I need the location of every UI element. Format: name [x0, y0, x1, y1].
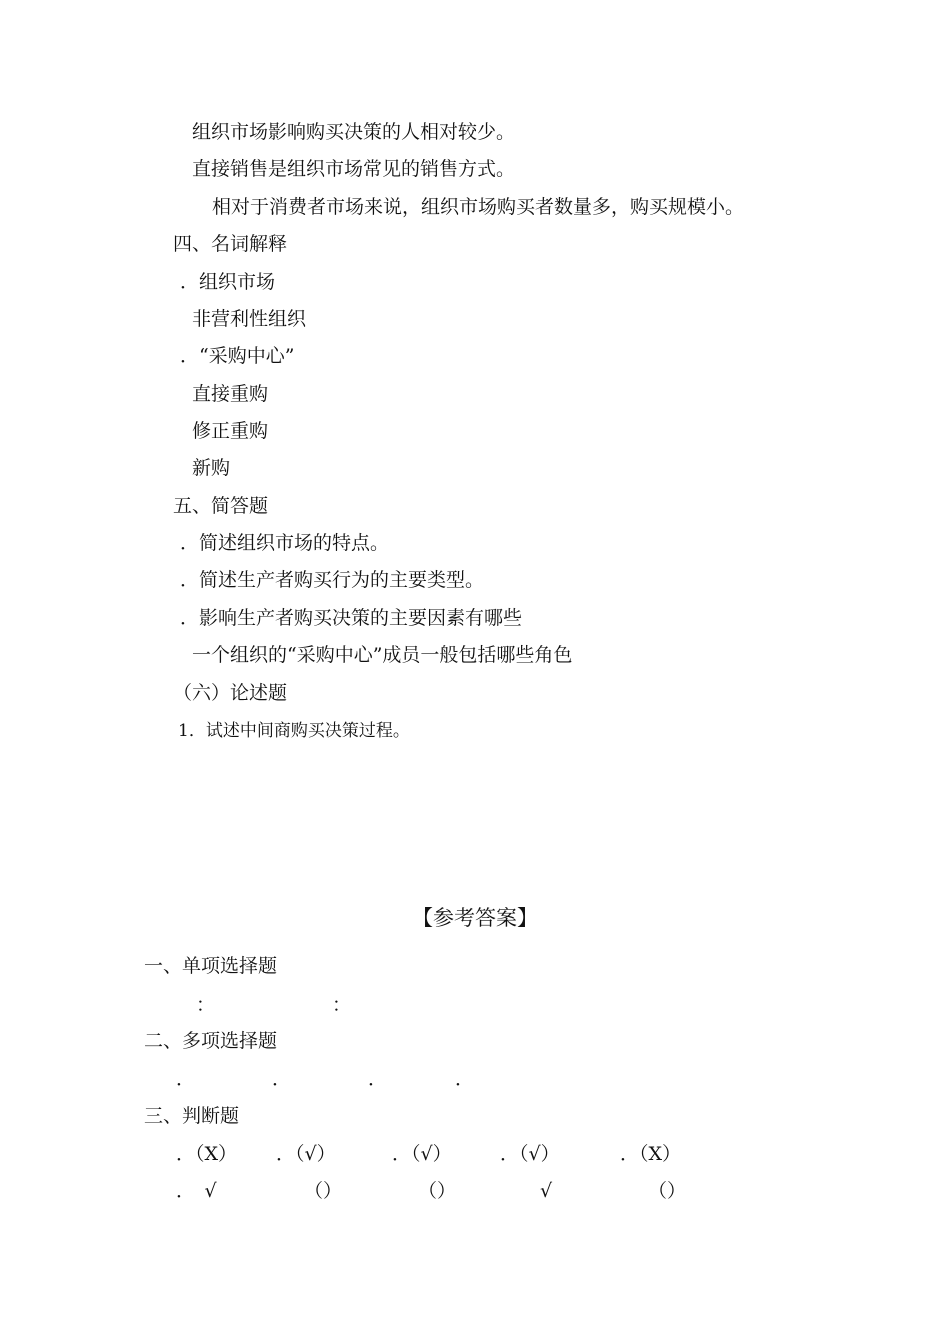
judgment-answer: √	[540, 1180, 553, 1202]
answer-mark: ：	[332, 994, 352, 1016]
judgment-answer: ． √	[176, 1180, 217, 1202]
answer-key-title: 【参考答案】	[412, 906, 538, 930]
answer-mark: ．	[368, 1068, 388, 1090]
section-heading: 五、简答题	[173, 495, 269, 517]
judgment-answer: （）	[304, 1180, 343, 1202]
question-item: ．简述生产者购买行为的主要类型。	[180, 569, 485, 591]
term-item: 非营利性组织	[192, 308, 307, 330]
question-item: 一个组织的“采购中心”成员一般包括哪些角色	[192, 644, 573, 666]
section-heading: （六）论述题	[173, 682, 288, 704]
statement-line: 相对于消费者市场来说，组织市场购买者数量多，购买规模小。	[212, 196, 745, 218]
question-item: 1．试述中间商购买决策过程。	[178, 721, 410, 741]
section-heading: 四、名词解释	[173, 233, 288, 255]
judgment-answer: ．（X）	[620, 1143, 682, 1165]
question-item: ．影响生产者购买决策的主要因素有哪些	[180, 607, 523, 629]
judgment-answer: （）	[648, 1180, 687, 1202]
judgment-answer: ．（√）	[500, 1143, 560, 1165]
answer-mark: ．	[272, 1068, 292, 1090]
judgment-answer: ．（X）	[176, 1143, 238, 1165]
term-item: 修正重购	[192, 420, 269, 442]
term-item: 直接重购	[192, 383, 269, 405]
answer-mark: ．	[455, 1068, 475, 1090]
statement-line: 组织市场影响购买决策的人相对较少。	[192, 121, 516, 143]
judgment-answer: （）	[418, 1180, 457, 1202]
statement-line: 直接销售是组织市场常见的销售方式。	[192, 158, 516, 180]
answer-mark: ．	[176, 1068, 196, 1090]
section-heading: 一、单项选择题	[144, 955, 278, 977]
answer-mark: ：	[196, 994, 216, 1016]
section-heading: 三、判断题	[144, 1105, 240, 1127]
term-item: 新购	[192, 457, 231, 479]
term-item: ．“采购中心”	[180, 345, 295, 367]
judgment-answer: ．（√）	[392, 1143, 452, 1165]
question-item: ．简述组织市场的特点。	[180, 532, 390, 554]
judgment-answer: ．（√）	[276, 1143, 336, 1165]
term-item: ．组织市场	[180, 271, 276, 293]
section-heading: 二、多项选择题	[144, 1030, 278, 1052]
